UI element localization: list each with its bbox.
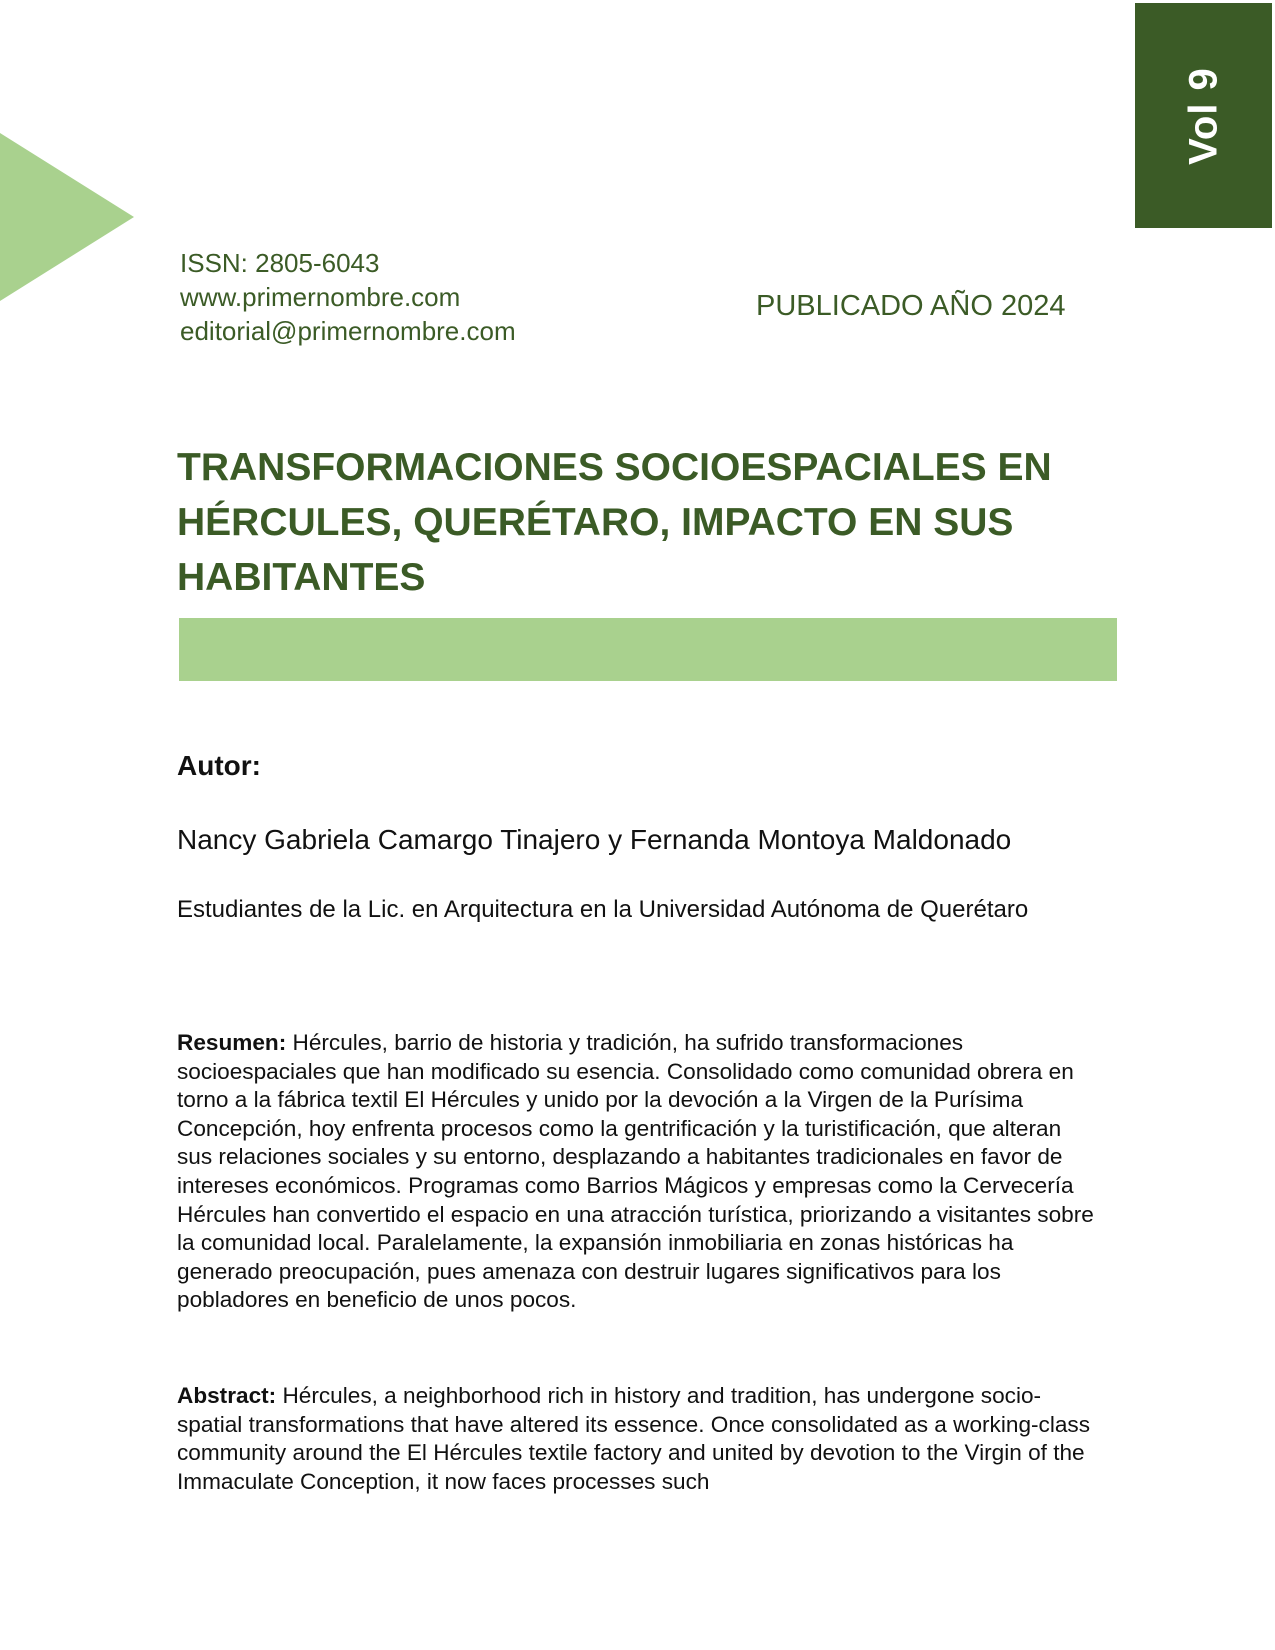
journal-meta <box>180 246 516 348</box>
publication-year: PUBLICADO AÑO 2024 <box>756 290 1066 322</box>
article-title: TRANSFORMACIONES SOCIOESPACIALES EN HÉRCULES, QUERÉTARO, IMPACTO EN SUS HABITANTES <box>177 446 1052 599</box>
resumen-paragraph <box>177 1029 1102 1315</box>
abstract-paragraph <box>177 1382 1102 1496</box>
decorative-triangle <box>0 133 134 301</box>
author-heading: Autor: <box>177 750 261 781</box>
volume-label: Vol 9 <box>1181 66 1225 165</box>
email-link[interactable]: editorial@primernombre.com <box>180 316 516 346</box>
abstract-text: Hércules, a neighborhood rich in history and tradition, has undergone socio-spatial transformations that have altered its essence. Once consolidated as a working-class community around the El Hércules textile factory and united by devotion to the Virgin of the Immaculate Conception, it now faces processes such <box>177 1383 1091 1494</box>
issn: ISSN: 2805-6043 <box>180 248 380 278</box>
resumen-label: Resumen: <box>177 1030 287 1055</box>
author-names: Nancy Gabriela Camargo Tinajero y Fernanda Montoya Maldonado <box>177 824 1012 855</box>
title-divider-bar <box>179 618 1117 681</box>
abstract-label: Abstract: <box>177 1383 277 1408</box>
resumen-text: Hércules, barrio de historia y tradición, ha sufrido transformaciones socioespaciales que han modificado su esencia. Consolidado como comunidad obrera en torno a la fábrica textil El Hércules y unido por la devoción a la Virgen de la Purísima Concepción, hoy enfrenta procesos como la gentrificación y la turistificación, que alteran sus relaciones sociales y su entorno, desplazando a habitantes tradicionales en favor de intereses económicos. Programas como Barrios Mágicos y empresas como la Cervecería Hércules han convertido el espacio en una atracción turística, priorizando a visitantes sobre la comunidad local. Paralelamente, la expansión inmobiliaria en zonas históricas ha generado preocupación, pues amenaza con destruir lugares significativos para los pobladores en beneficio de unos pocos. <box>177 1030 1094 1313</box>
website-link[interactable]: www.primernombre.com <box>180 282 461 312</box>
volume-tab <box>1135 3 1272 228</box>
author-affiliation: Estudiantes de la Lic. en Arquitectura en la Universidad Autónoma de Querétaro <box>177 896 1029 923</box>
